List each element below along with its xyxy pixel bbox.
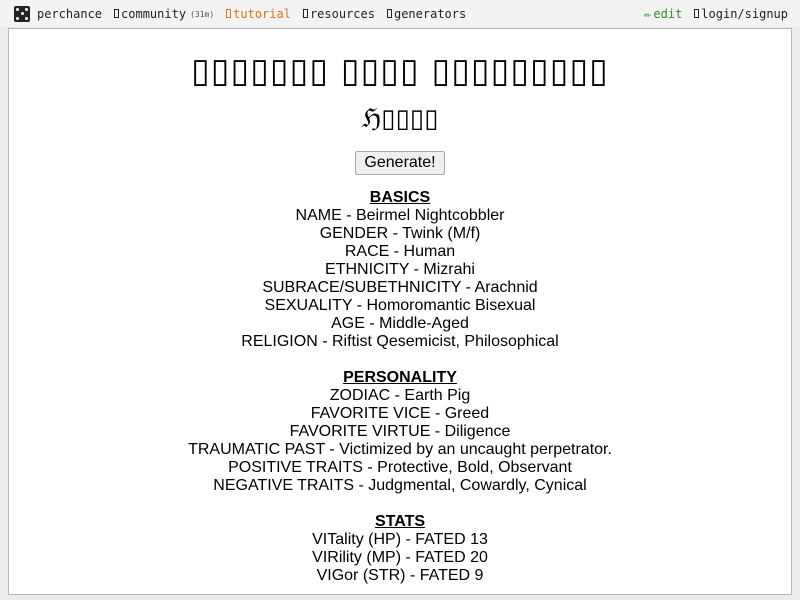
result-line: GENDER - Twink (M/f) [319, 225, 481, 242]
section-heading: PERSONALITY [343, 369, 457, 386]
nav-community-label: community [121, 6, 187, 21]
nav-resources-label: resources [309, 6, 375, 21]
page-subtitle: ℌ▯▯▯▯ [361, 104, 439, 134]
top-nav-bar [0, 0, 800, 27]
community-count-badge: (31m) [190, 10, 215, 19]
nav-generators-link[interactable] [387, 7, 466, 21]
result-line: RACE - Human [344, 243, 456, 260]
result-line: FAVORITE VIRTUE - Diligence [289, 423, 511, 440]
result-line: VIRility (MP) - FATED 20 [312, 549, 488, 566]
result-line: TRAUMATIC PAST - Victimized by an uncaught perpetrator. [188, 441, 612, 458]
nav-login-link[interactable] [694, 7, 788, 21]
result-line: NAME - Beirmel Nightcobbler [295, 207, 505, 224]
login-icon [694, 9, 699, 18]
dice-icon [14, 6, 30, 22]
result-line: SEXUALITY - Homoromantic Bisexual [264, 297, 536, 314]
nav-home-link[interactable] [14, 6, 102, 22]
result-line: FAVORITE VICE - Greed [310, 405, 490, 422]
result-line: NEGATIVE TRAITS - Judgmental, Cowardly, Cynical [213, 477, 587, 494]
result-line: RELIGION - Riftist Qesemicist, Philosophical [241, 333, 559, 350]
nav-community-link[interactable] [114, 7, 214, 21]
nav-tutorial-label: tutorial [233, 6, 291, 21]
section-stats [9, 513, 791, 585]
section-basics [9, 189, 791, 351]
section-personality [9, 369, 791, 495]
generators-icon [387, 9, 392, 18]
nav-login-label: login/signup [701, 6, 788, 21]
nav-edit-label: edit [653, 6, 683, 21]
resources-icon [303, 9, 308, 18]
nav-tutorial-link[interactable] [226, 7, 291, 21]
section-heading: BASICS [369, 189, 431, 206]
nav-resources-link[interactable] [303, 7, 375, 21]
result-line: VIGor (STR) - FATED 9 [316, 567, 484, 584]
results-area [9, 189, 791, 585]
nav-generators-label: generators [393, 6, 467, 21]
community-icon [114, 9, 119, 18]
nav-brand-label: perchance [37, 6, 103, 21]
pencil-icon: ✏ [644, 6, 652, 21]
nav-left-group [14, 0, 478, 27]
nav-edit-link[interactable] [644, 7, 682, 21]
generator-output-frame [8, 28, 792, 595]
result-line: ZODIAC - Earth Pig [329, 387, 471, 404]
result-line: AGE - Middle-Aged [331, 315, 469, 332]
nav-right-group [632, 0, 788, 27]
result-line: SUBRACE/SUBETHNICITY - Arachnid [262, 279, 538, 296]
result-line: POSITIVE TRAITS - Protective, Bold, Observant [228, 459, 572, 476]
page-title: ▯▯▯▯▯▯▯ ▯▯▯▯ ▯▯▯▯▯▯▯▯▯ [191, 51, 609, 91]
tutorial-icon [226, 9, 231, 18]
generate-button[interactable]: Generate! [355, 151, 444, 175]
section-heading: STATS [374, 513, 426, 530]
result-line: ETHNICITY - Mizrahi [325, 261, 475, 278]
result-line: VITality (HP) - FATED 13 [312, 531, 488, 548]
